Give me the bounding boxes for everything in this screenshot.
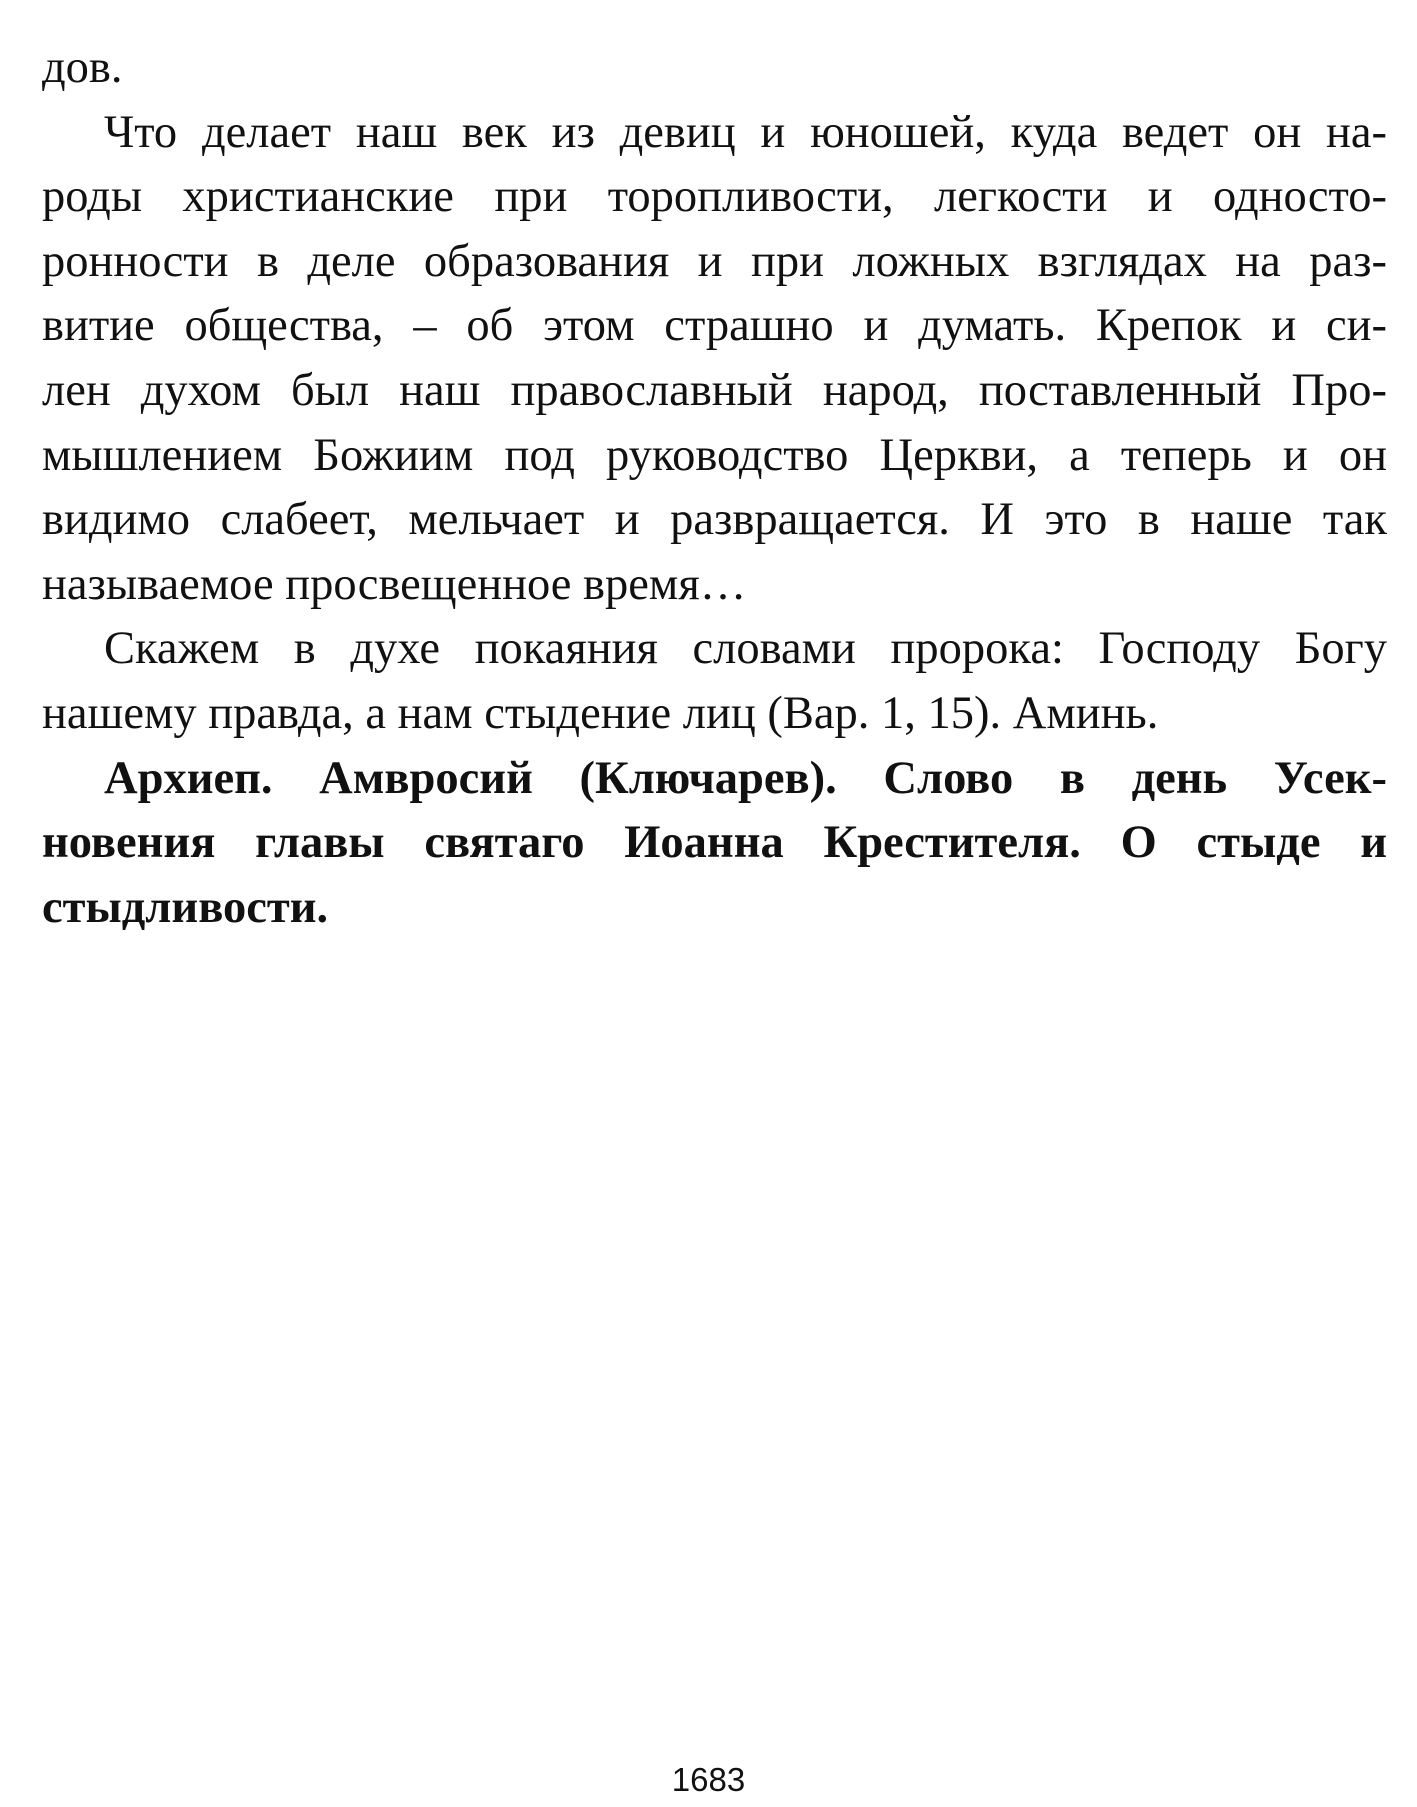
text-line: мышлением Божиим под руководство Церкви, а теперь и он [42, 429, 1387, 481]
text-line: Что делает наш век из девиц и юношей, куда ведет он на- [104, 106, 1387, 158]
document-body [42, 36, 1387, 940]
text-line: дов. [42, 42, 123, 93]
text-line: Скажем в духе покаяния словами пророка: Господу Богу [104, 623, 1387, 675]
text-line: нашему правда, а нам стыдение лиц (Вар. 1, 15). Аминь. [42, 687, 1159, 739]
text-line: роды христианские при торопливости, легкости и односто- [42, 171, 1387, 223]
source-citation-line: новения главы святаго Иоанна Крестителя. О стыде и [42, 817, 1387, 869]
source-citation-line: стыдливости. [42, 881, 329, 933]
text-line: витие общества, – об этом страшно и думать. Крепок и си- [42, 300, 1387, 352]
source-citation-line: Архиеп. Амвросий (Ключарев). Слово в день Усек- [104, 752, 1387, 804]
text-line: видимо слабеет, мельчает и развращается. И это в наше так [42, 494, 1387, 546]
text-line: ронности в деле образования и при ложных взглядах на раз- [42, 235, 1387, 287]
page-number: 1683 [671, 1761, 746, 1798]
text-line: называемое просвещенное время… [42, 558, 747, 610]
text-line: лен духом был наш православный народ, поставленный Про- [42, 364, 1387, 416]
